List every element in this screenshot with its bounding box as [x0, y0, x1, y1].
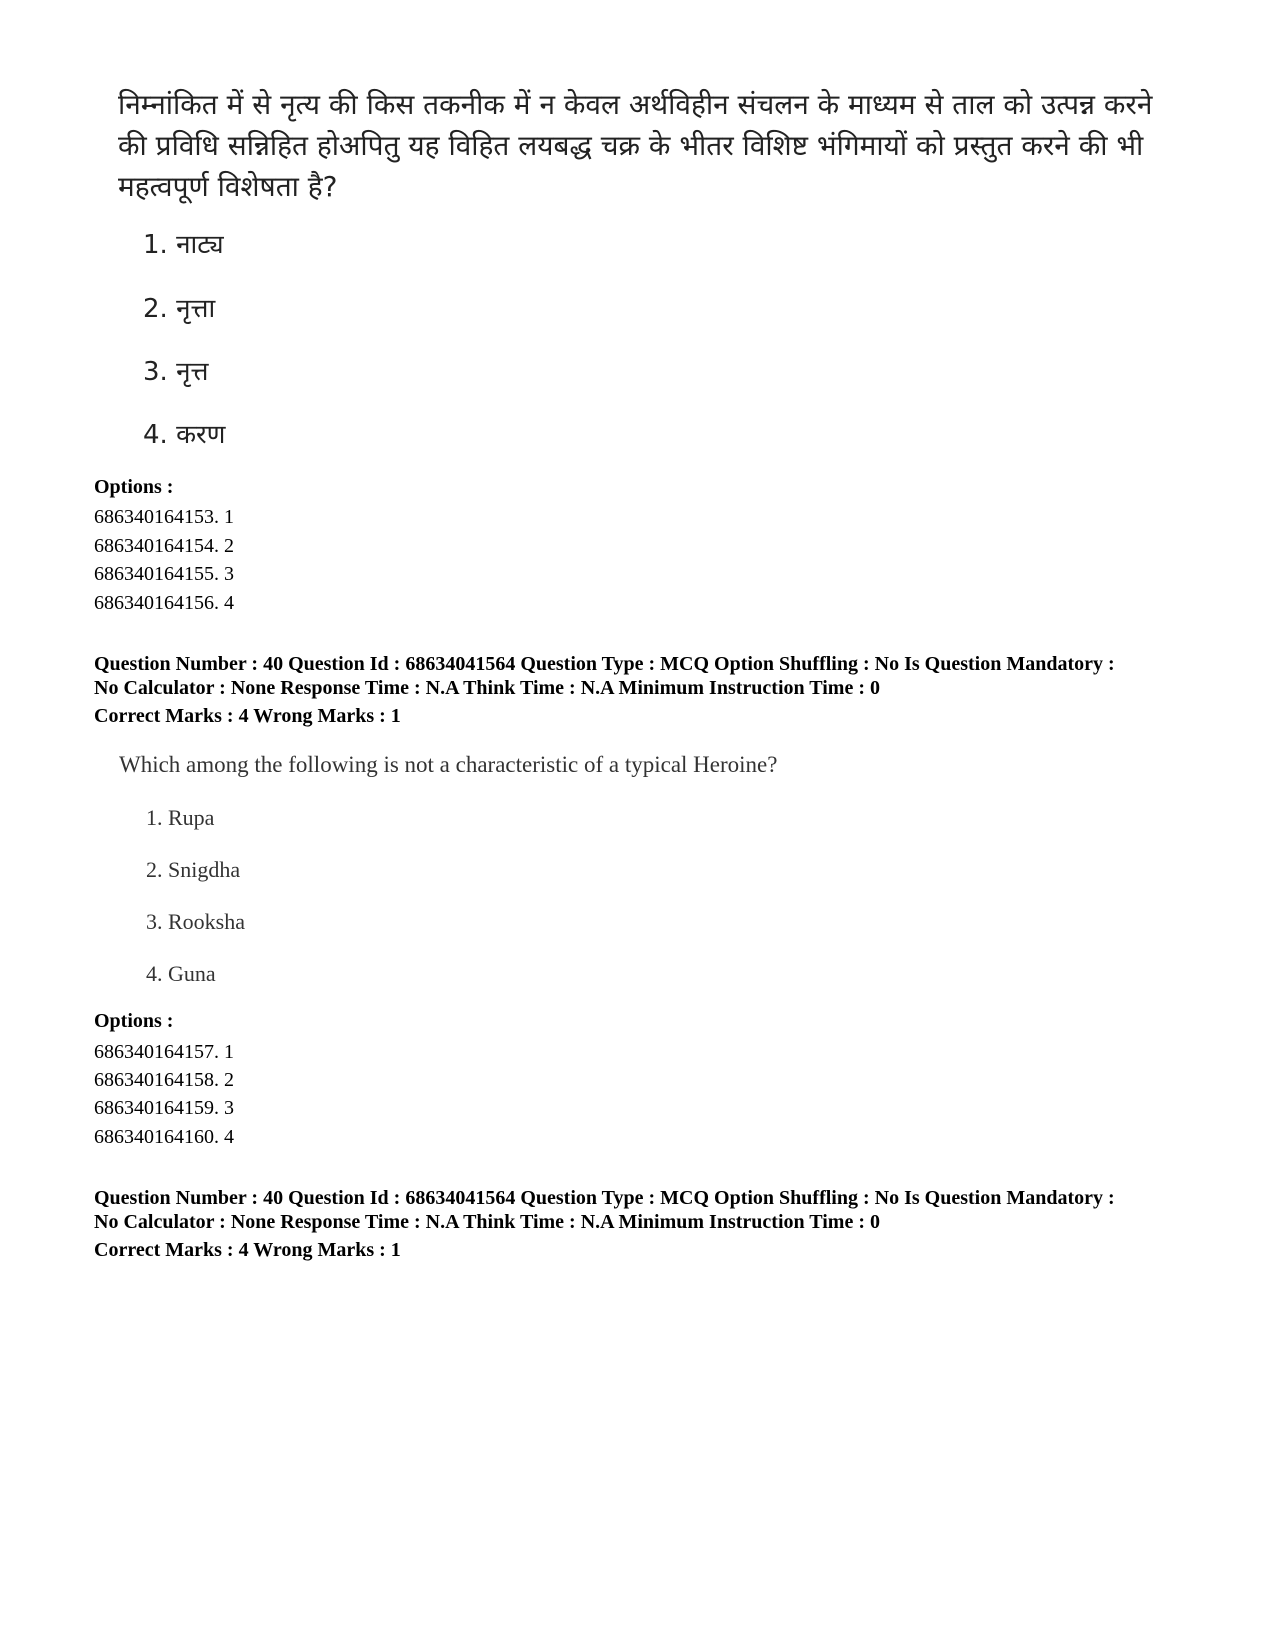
choice-2: 2. Snigdha: [146, 857, 241, 882]
english-question-text: Which among the following is not a characteristic of a typical Heroine?: [119, 752, 778, 777]
question-meta-line2: No Calculator : None Response Time : N.A Think Time : N.A Minimum Instruction Time : 0: [94, 1211, 880, 1233]
option-row: 686340164154. 2: [94, 535, 234, 557]
question-meta-line1: Question Number : 40 Question Id : 68634041564 Question Type : MCQ Option Shuffling : No Is Question Mandatory :: [94, 1187, 1115, 1209]
choice-1: 1. नाट्य: [143, 230, 224, 260]
options-label: Options :: [94, 1010, 174, 1032]
marks-line: Correct Marks : 4 Wrong Marks : 1: [94, 705, 401, 727]
options-label: Options :: [94, 476, 174, 498]
choice-3: 3. Rooksha: [146, 909, 245, 934]
choice-4: 4. Guna: [146, 961, 216, 986]
hindi-question-text: निम्नांकित में से नृत्य की किस तकनीक में न केवल अर्थविहीन संचलन के माध्यम से ताल को उत्पन्न करने की प्रविधि सन्निहित होअपितु यह विहित लयबद्ध चक्र के भीतर विशिष्ट भंगिमायों को प्रस्तुत करने की भी महत्वपूर्ण विशेषता है?: [118, 88, 1153, 203]
question-meta-line2: No Calculator : None Response Time : N.A Think Time : N.A Minimum Instruction Time : 0: [94, 677, 880, 699]
option-row: 686340164160. 4: [94, 1126, 234, 1148]
option-row: 686340164158. 2: [94, 1069, 234, 1091]
option-row: 686340164155. 3: [94, 563, 234, 585]
option-row: 686340164156. 4: [94, 592, 234, 614]
option-row: 686340164153. 1: [94, 506, 234, 528]
choice-3: 3. नृत्त: [143, 357, 209, 387]
option-row: 686340164159. 3: [94, 1097, 234, 1119]
question-meta-line1: Question Number : 40 Question Id : 68634041564 Question Type : MCQ Option Shuffling : No Is Question Mandatory :: [94, 653, 1115, 675]
choice-2: 2. नृत्ता: [143, 294, 216, 324]
option-row: 686340164157. 1: [94, 1041, 234, 1063]
choice-4: 4. करण: [143, 420, 226, 450]
marks-line: Correct Marks : 4 Wrong Marks : 1: [94, 1239, 401, 1261]
choice-1: 1. Rupa: [146, 805, 215, 830]
